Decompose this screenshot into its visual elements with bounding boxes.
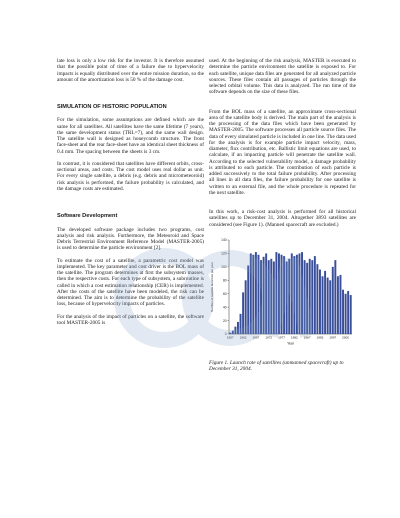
bar	[339, 275, 341, 334]
bar	[322, 276, 324, 334]
bar	[286, 261, 288, 334]
bar	[342, 289, 344, 333]
bar	[240, 314, 242, 334]
bar	[247, 265, 249, 333]
x-tick-label: 1967	[252, 335, 260, 340]
y-tick-label: 100	[221, 264, 227, 269]
bar	[314, 256, 316, 334]
bar	[329, 280, 331, 334]
bar	[309, 259, 311, 334]
bar	[345, 293, 347, 333]
bar	[316, 264, 318, 334]
bar	[245, 280, 247, 334]
bar	[296, 255, 298, 334]
left-column	[57, 58, 204, 332]
bar	[293, 256, 295, 334]
x-tick-label: 1977	[278, 335, 285, 340]
bar	[306, 263, 308, 334]
bar	[278, 253, 280, 334]
bar	[229, 332, 231, 333]
y-tick-label: 80	[222, 278, 227, 283]
bar	[283, 256, 285, 334]
bar	[337, 276, 339, 334]
bar	[242, 292, 244, 334]
bar	[250, 253, 252, 334]
x-tick-label: 1992	[316, 335, 324, 340]
bar	[332, 267, 334, 334]
paragraph: used. At the beginning of the risk analysis, MASTER is executed to determine the particle environment the satellite is exposed to. For each satellite, unique data files are generated for all analyzed particle sources. These files contain all passages of particles through the selected orbital volume. This data is analyzed. The run time of the software depends on the size of these files.	[209, 58, 356, 96]
bar	[319, 269, 321, 333]
bar	[304, 260, 306, 334]
paragraph: To estimate the cost of a satellite, a parametric cost model was implemented. The key parameter and cost driver is the BOL mass of the satellite. The program determines at first the subsystem masses, then the respective costs. For each type of subsystem, a subroutine is called in which a cost estimation relationship (CER) is implemented. After the costs of the satellite have been modeled, the risk can be determined. The aim is to determine the probability of the satellite loss, because of hypervelocity impacts of particles.	[57, 257, 204, 308]
paragraph: From the BOL mass of a satellite, an approximate cross-sectional area of the satellite body is derived. The main part of the analysis is the processing of the data files which have been generated by MASTER-2005. The software processes all particle source files. The data of every simulated particle is included in one line. The data used for the analysis is for example particle impact velocity, mass, diameter, flux contribution, etc. Ballistic limit equations are used, to calculate, if an impacting particle will penetrate the satellite wall. According to the selected vulnerability model, a damage probability is attributed to each particle. The contribution of each particle is added successively to the total failure probability. After processing all lines in all data files, the failure probability for one satellite is written to an external file, and the whole procedure is repeated for the next satellite.	[209, 108, 356, 196]
launch-rate-chart	[209, 234, 356, 354]
paragraph: For the simulation, some assumptions are defined which are the same for all satellites. All satellites have the same lifetime (7 years), the same development status (TRL=7), and the same wall design. The satellite wall is designed as honeycomb structure. The front face-sheet and the rear face-sheet have an identical sheet thickness of 0.4 mm. The spacing between the sheets is 3 cm.	[57, 117, 204, 155]
paragraph: In contrast, it is considered that satellites have different orbits, cross-sectional areas, and costs. The cost model uses real dollar as unit. For every single satellite, a debris (e.g. debris and micrometeoroid) risk analysis is performed, the failure probability is calculated, and the damage costs are estimated.	[57, 160, 204, 192]
y-tick-label: 20	[222, 318, 227, 323]
bar	[311, 260, 313, 334]
bar	[270, 259, 272, 334]
bar	[255, 252, 257, 334]
x-tick-label: 1957	[226, 335, 234, 340]
bar	[334, 260, 336, 334]
bar	[234, 326, 236, 333]
x-tick-label: 1987	[303, 335, 311, 340]
right-column	[209, 58, 356, 372]
x-tick-label: 1997	[329, 335, 337, 340]
bar	[268, 260, 270, 334]
paragraph: late loss is only a low risk for the investor. It is therefore assumed that the possible point of time of a failure due to hypervelocity impacts is equally distributed over the entire mission duration, so the amount of the amortization loss is 50 % of the damage cost.	[57, 58, 204, 83]
bar-chart	[209, 234, 356, 354]
x-tick-label: 2002	[342, 335, 350, 340]
bar	[288, 259, 290, 334]
bar	[324, 271, 326, 334]
y-tick-label: 40	[222, 305, 227, 310]
y-tick-label: 60	[222, 291, 227, 296]
bar	[257, 255, 259, 334]
bar	[273, 261, 275, 334]
figure-caption: Figure 1. Launch rate of satellites (unmanned spacecraft) up to December 31, 2004.	[209, 359, 344, 373]
paragraph: For the analysis of the impact of particles on a satellite, the software tool MASTER-2005 is	[57, 313, 204, 326]
bar	[237, 322, 239, 334]
x-axis-title: Year	[287, 341, 294, 346]
bar	[260, 260, 262, 334]
bar	[265, 253, 267, 334]
x-tick-label: 1982	[290, 335, 298, 340]
y-tick-label: 120	[221, 251, 227, 256]
subsection-heading: Software Development	[57, 213, 118, 220]
y-axis-title: Number of satellite launches per year	[210, 261, 214, 312]
y-tick-label: 0	[224, 331, 227, 336]
x-tick-label: 1972	[265, 335, 273, 340]
x-tick-label: 1962	[239, 335, 247, 340]
bar	[327, 277, 329, 333]
paragraph: The developed software package includes two programs, cost analysis and risk analysis. Furthermore, the Meteoroid and Space Debris Terrestrial Environment Reference Model (MASTER-2005) is used to determine the particle environment [2].	[57, 226, 204, 252]
bar	[298, 253, 300, 334]
section-heading: SIMULATION OF HISTORIC POPULATION	[57, 104, 167, 110]
bar	[347, 291, 349, 334]
bar	[281, 255, 283, 334]
bar	[350, 295, 352, 334]
bar	[301, 252, 303, 334]
y-tick-label: 140	[221, 237, 227, 242]
bar	[252, 255, 254, 334]
bar	[291, 253, 293, 334]
bar	[263, 257, 265, 334]
bar	[275, 252, 277, 334]
bar	[232, 330, 234, 333]
paragraph: In this work, a risk-cost analysis is performed for all historical satellites up to December 31, 2004. Altogether 3893 satellites are considered (see Figure 1). (Manned spacecraft are excluded.)	[209, 209, 356, 228]
